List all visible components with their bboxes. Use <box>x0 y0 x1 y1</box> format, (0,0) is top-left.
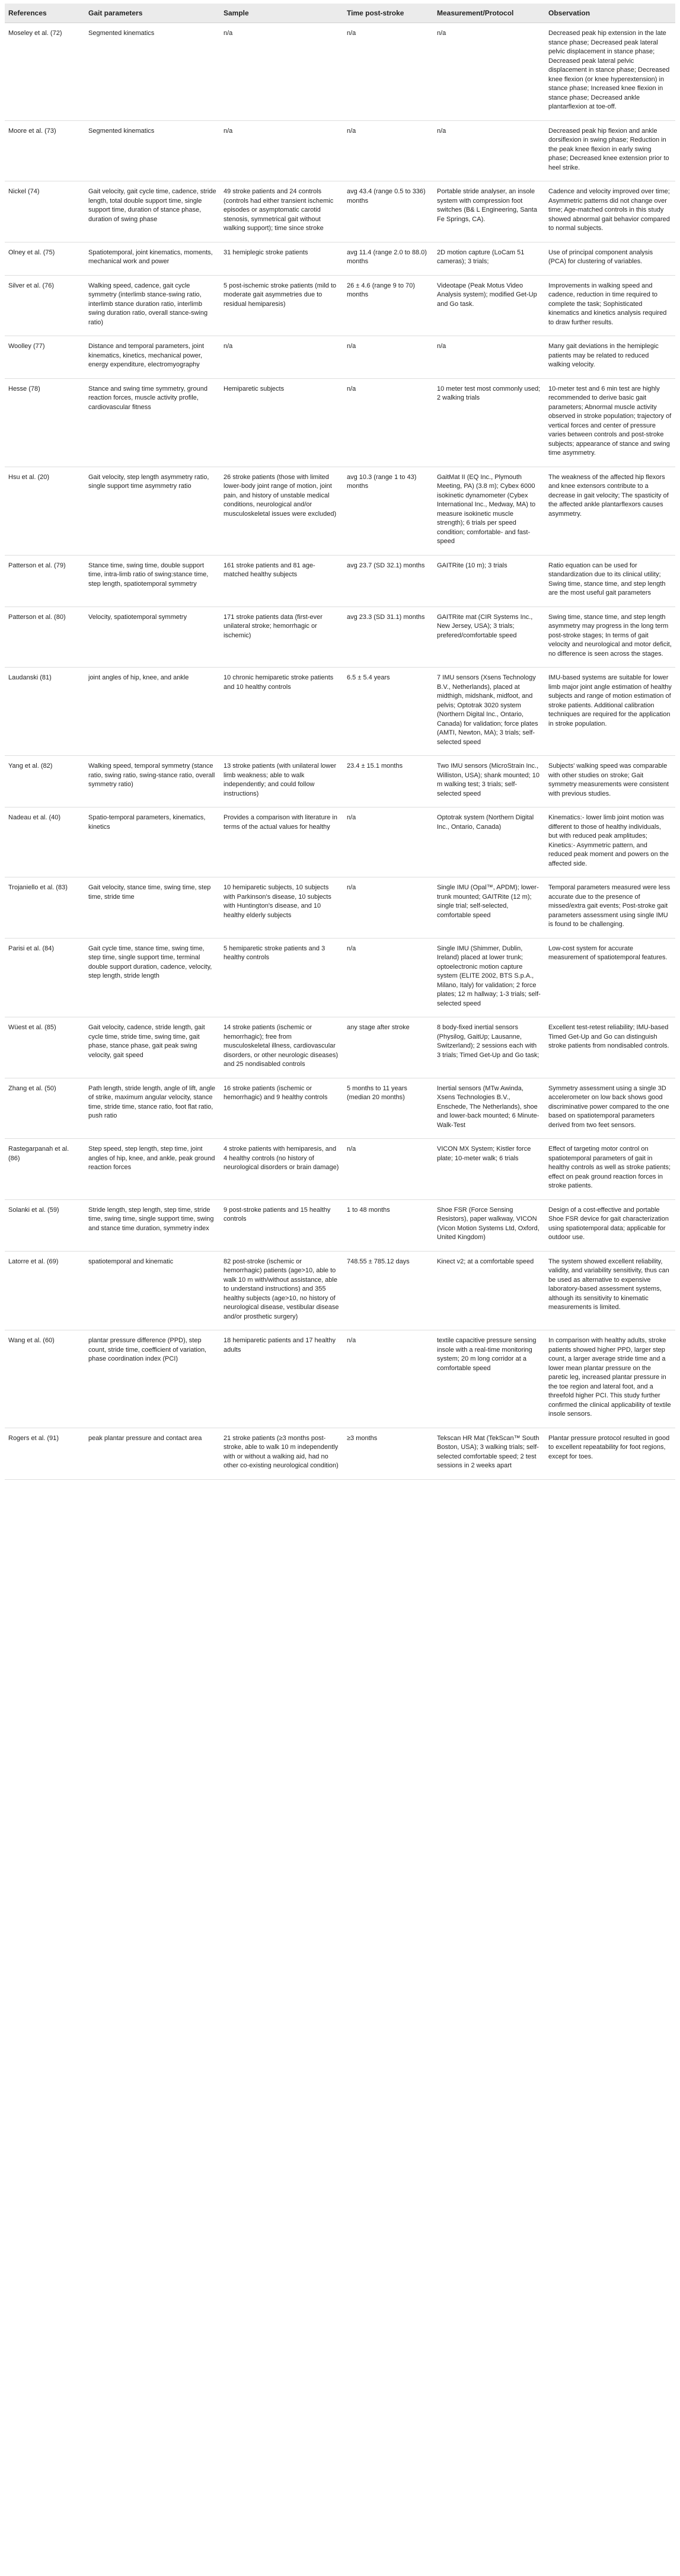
cell-gait-parameters: Distance and temporal parameters, joint kinematics, kinetics, mechanical power, energy expenditure, electromyography <box>85 336 220 379</box>
cell-gait-parameters: peak plantar pressure and contact area <box>85 1428 220 1479</box>
cell-time-post-stroke: n/a <box>343 1139 433 1200</box>
cell-sample: 13 stroke patients (with unilateral lower limb weakness; able to walk independently; and could follow instructions) <box>220 756 343 807</box>
cell-references: Trojaniello et al. (83) <box>5 877 85 939</box>
cell-references: Wang et al. (60) <box>5 1330 85 1428</box>
cell-gait-parameters: Spatio-temporal parameters, kinematics, kinetics <box>85 807 220 877</box>
cell-gait-parameters: Stance and swing time symmetry, ground reaction forces, muscle activity profile, cardiovascular fitness <box>85 378 220 467</box>
cell-time-post-stroke: n/a <box>343 807 433 877</box>
cell-sample: 49 stroke patients and 24 controls (controls had either transient ischemic episodes or asymptomatic carotid stenosis, symmetrical gait without walking support); time since stroke <box>220 181 343 242</box>
cell-time-post-stroke: 748.55 ± 785.12 days <box>343 1251 433 1330</box>
cell-observation: Ratio equation can be used for standardization due to its clinical utility; Swing time, stance time, and step length are the most useful gait parameters <box>545 555 675 607</box>
cell-measurement-protocol: Videotape (Peak Motus Video Analysis system); modified Get-Up and Go task. <box>433 275 545 336</box>
cell-time-post-stroke: ≥3 months <box>343 1428 433 1479</box>
cell-gait-parameters: plantar pressure difference (PPD), step count, stride time, coefficient of variation, phase coordination index (PCI) <box>85 1330 220 1428</box>
cell-observation: Design of a cost-effective and portable Shoe FSR device for gait characterization using spatiotemporal data; applicable for outdoor use. <box>545 1199 675 1251</box>
cell-sample: 4 stroke patients with hemiparesis, and 4 healthy controls (no history of neurological disorders or brain damage) <box>220 1139 343 1200</box>
table-row <box>5 938 675 1017</box>
cell-measurement-protocol: n/a <box>433 23 545 121</box>
cell-measurement-protocol: 2D motion capture (LoCam 51 cameras); 3 trials; <box>433 242 545 275</box>
cell-measurement-protocol: GAITRite mat (CIR Systems Inc., New Jersey, USA); 3 trials; prefered/comfortable speed <box>433 607 545 668</box>
table-row <box>5 807 675 877</box>
cell-references: Woolley (77) <box>5 336 85 379</box>
cell-gait-parameters: Velocity, spatiotemporal symmetry <box>85 607 220 668</box>
cell-measurement-protocol: Single IMU (Shimmer, Dublin, Ireland) placed at lower trunk; optoelectronic motion capture system (ELITE 2002, BTS S.p.A., Milano, Italy) for validation; 2 force plates; 12 m hallway; 1-3 trials; self-selected speed <box>433 938 545 1017</box>
cell-observation: Improvements in walking speed and cadence, reduction in time required to complete the task; Sophisticated kinematics and kinetics analysis required to draw further results. <box>545 275 675 336</box>
cell-sample: n/a <box>220 336 343 379</box>
cell-time-post-stroke: avg 23.3 (SD 31.1) months <box>343 607 433 668</box>
cell-observation: Cadence and velocity improved over time; Asymmetric patterns did not change over time; Age-matched controls in this study showed abnormal gait behavior compared to normal subjects. <box>545 181 675 242</box>
cell-sample: Provides a comparison with literature in terms of the actual values for healthy <box>220 807 343 877</box>
table-row <box>5 1199 675 1251</box>
cell-references: Solanki et al. (59) <box>5 1199 85 1251</box>
cell-references: Rogers et al. (91) <box>5 1428 85 1479</box>
cell-gait-parameters: Stance time, swing time, double support time, intra-limb ratio of swing:stance time, step length, spatiotemporal symmetry <box>85 555 220 607</box>
cell-references: Moseley et al. (72) <box>5 23 85 121</box>
table-row <box>5 1251 675 1330</box>
cell-sample: 18 hemiparetic patients and 17 healthy adults <box>220 1330 343 1428</box>
table-row <box>5 23 675 121</box>
cell-time-post-stroke: 23.4 ± 15.1 months <box>343 756 433 807</box>
cell-sample: 161 stroke patients and 81 age-matched healthy subjects <box>220 555 343 607</box>
table-row <box>5 336 675 379</box>
cell-observation: In comparison with healthy adults, stroke patients showed higher PPD, larger step count, a larger average stride time and a lower mean plantar pressure on the paretic leg, increased plantar pressure in the toe region and lateral foot, and a threefold higher PCI. This study further confirmed the clinical applicability of textile insole sensors. <box>545 1330 675 1428</box>
cell-sample: Hemiparetic subjects <box>220 378 343 467</box>
table-row <box>5 1078 675 1139</box>
cell-observation: Plantar pressure protocol resulted in good to excellent repeatability for foot regions, except for toes. <box>545 1428 675 1479</box>
cell-measurement-protocol: GAITRite (10 m); 3 trials <box>433 555 545 607</box>
cell-measurement-protocol: Optotrak system (Northern Digital Inc., Ontario, Canada) <box>433 807 545 877</box>
cell-sample: 5 hemiparetic stroke patients and 3 healthy controls <box>220 938 343 1017</box>
cell-measurement-protocol: n/a <box>433 120 545 181</box>
cell-measurement-protocol: textile capacitive pressure sensing insole with a real-time monitoring system; 20 m long corridor at a comfortable speed <box>433 1330 545 1428</box>
cell-observation: The system showed excellent reliability, validity, and variability sensitivity, thus can be used as alternative to expensive laboratory-based assessment systems, although its sensitivity to kinematic measurements is limited. <box>545 1251 675 1330</box>
cell-references: Nadeau et al. (40) <box>5 807 85 877</box>
cell-references: Wüest et al. (85) <box>5 1017 85 1078</box>
cell-measurement-protocol: Two IMU sensors (MicroStrain Inc., Williston, USA); shank mounted; 10 m walking test; 3 trials; self-selected speed <box>433 756 545 807</box>
cell-references: Rastegarpanah et al. (86) <box>5 1139 85 1200</box>
table-row <box>5 275 675 336</box>
table-row <box>5 555 675 607</box>
column-header-references: References <box>5 4 85 23</box>
cell-observation: Subjects' walking speed was comparable with other studies on stroke; Gait symmetry measurements were consistent with previous studies. <box>545 756 675 807</box>
cell-observation: Many gait deviations in the hemiplegic patients may be related to reduced walking velocity. <box>545 336 675 379</box>
cell-time-post-stroke: n/a <box>343 1330 433 1428</box>
table-row <box>5 242 675 275</box>
cell-references: Yang et al. (82) <box>5 756 85 807</box>
cell-observation: Decreased peak hip flexion and ankle dorsiflexion in swing phase; Reduction in the peak knee flexion in early swing phase; Decreased knee extension prior to heel strike. <box>545 120 675 181</box>
cell-observation: Decreased peak hip extension in the late stance phase; Decreased peak lateral pelvic displacement in stance phase; Decreased peak lateral pelvic displacement in stance phase; Decreased knee flexion (or knee hyperextension) in stance phase; Increased knee flexion in stance phase; Decreased ankle plantarflexion at toe-off. <box>545 23 675 121</box>
cell-time-post-stroke: n/a <box>343 378 433 467</box>
cell-observation: Excellent test-retest reliability; IMU-based Timed Get-Up and Go can distinguish stroke patients from nondisabled controls. <box>545 1017 675 1078</box>
column-header-measurement-protocol: Measurement/Protocol <box>433 4 545 23</box>
column-header-observation: Observation <box>545 4 675 23</box>
cell-measurement-protocol: Single IMU (Opal™, APDM); lower-trunk mounted; GAITRite (12 m); single trial; self-selected, comfortable speed <box>433 877 545 939</box>
cell-observation: Use of principal component analysis (PCA) for clustering of variables. <box>545 242 675 275</box>
cell-measurement-protocol: Kinect v2; at a comfortable speed <box>433 1251 545 1330</box>
table-row <box>5 1017 675 1078</box>
cell-gait-parameters: Walking speed, cadence, gait cycle symmetry (interlimb stance-swing ratio, interlimb stance duration ratio, interlimb swing duration ratio, overall stance-swing ratio) <box>85 275 220 336</box>
column-header-time-post-stroke: Time post-stroke <box>343 4 433 23</box>
cell-measurement-protocol: VICON MX System; Kistler force plate; 10-meter walk; 6 trials <box>433 1139 545 1200</box>
cell-measurement-protocol: Portable stride analyser, an insole system with compression foot switches (B& L Engineering, Santa Fe Springs, CA). <box>433 181 545 242</box>
cell-gait-parameters: joint angles of hip, knee, and ankle <box>85 668 220 756</box>
cell-measurement-protocol: 7 IMU sensors (Xsens Technology B.V., Netherlands), placed at midthigh, midshank, midfoot, and pelvis; Optotrak 3020 system (Northern Digital Inc., Ontario, Canada) for validation; force plates (AMTI, Newton, MA); 3 trials; self-selected speed <box>433 668 545 756</box>
cell-observation: Symmetry assessment using a single 3D accelerometer on low back shows good discriminative power compared to the one based on spatiotemporal parameters derived from two feet sensors. <box>545 1078 675 1139</box>
cell-references: Hesse (78) <box>5 378 85 467</box>
cell-observation: The weakness of the affected hip flexors and knee extensors contribute to a decrease in gait velocity; The spasticity of the affected ankle plantarflexors causes asymmetry. <box>545 467 675 555</box>
cell-references: Patterson et al. (79) <box>5 555 85 607</box>
cell-measurement-protocol: 10 meter test most commonly used; 2 walking trials <box>433 378 545 467</box>
cell-gait-parameters: Gait velocity, cadence, stride length, gait cycle time, stride time, swing time, gait phase, stance phase, gait peak swing velocity, gait speed <box>85 1017 220 1078</box>
cell-time-post-stroke: avg 11.4 (range 2.0 to 88.0) months <box>343 242 433 275</box>
cell-references: Patterson et al. (80) <box>5 607 85 668</box>
cell-measurement-protocol: Shoe FSR (Force Sensing Resistors), paper walkway, VICON (Vicon Motion Systems Ltd, Oxford, United Kingdom) <box>433 1199 545 1251</box>
cell-gait-parameters: Gait cycle time, stance time, swing time, step time, single support time, terminal double support duration, cadence, velocity, step length, stride length <box>85 938 220 1017</box>
cell-gait-parameters: spatiotemporal and kinematic <box>85 1251 220 1330</box>
cell-references: Nickel (74) <box>5 181 85 242</box>
cell-sample: 10 chronic hemiparetic stroke patients and 10 healthy controls <box>220 668 343 756</box>
cell-measurement-protocol: n/a <box>433 336 545 379</box>
table-row <box>5 1139 675 1200</box>
table-body <box>5 23 675 1480</box>
cell-time-post-stroke: n/a <box>343 120 433 181</box>
cell-observation: Temporal parameters measured were less accurate due to the presence of missed/extra gait events; Post-stroke gait parameters assessment using single IMU is found to be challenging. <box>545 877 675 939</box>
cell-gait-parameters: Walking speed, temporal symmetry (stance ratio, swing ratio, swing-stance ratio, overall symmetry ratio) <box>85 756 220 807</box>
cell-gait-parameters: Spatiotemporal, joint kinematics, moments, mechanical work and power <box>85 242 220 275</box>
header-row <box>5 4 675 23</box>
cell-sample: 5 post-ischemic stroke patients (mild to moderate gait asymmetries due to residual hemiparesis) <box>220 275 343 336</box>
cell-gait-parameters: Gait velocity, stance time, swing time, step time, stride time <box>85 877 220 939</box>
cell-measurement-protocol: GaitMat II (EQ Inc., Plymouth Meeting, PA) (3.8 m); Cybex 6000 isokinetic dynamometer (Cybex International Inc., Medway, MA) to measure isokinetic muscle strength); 6 trials per speed condition; comfortable- and fast-speed <box>433 467 545 555</box>
cell-time-post-stroke: any stage after stroke <box>343 1017 433 1078</box>
cell-time-post-stroke: n/a <box>343 336 433 379</box>
cell-sample: 21 stroke patients (≥3 months post-stroke, able to walk 10 m independently with or without a walking aid, had no other co-existing neurological condition) <box>220 1428 343 1479</box>
cell-references: Latorre et al. (69) <box>5 1251 85 1330</box>
cell-gait-parameters: Segmented kinematics <box>85 23 220 121</box>
cell-time-post-stroke: avg 43.4 (range 0.5 to 336) months <box>343 181 433 242</box>
cell-time-post-stroke: n/a <box>343 877 433 939</box>
cell-time-post-stroke: n/a <box>343 23 433 121</box>
cell-sample: 10 hemiparetic subjects, 10 subjects with Parkinson's disease, 10 subjects with Huntington's disease, and 10 healthy elderly subjects <box>220 877 343 939</box>
table-row <box>5 181 675 242</box>
cell-measurement-protocol: Inertial sensors (MTw Awinda, Xsens Technologies B.V., Enschede, The Netherlands), shoe and lower-back mounted; 6 Minute-Walk-Test <box>433 1078 545 1139</box>
cell-sample: 171 stroke patients data (first-ever unilateral stroke; hemorrhagic or ischemic) <box>220 607 343 668</box>
cell-references: Moore et al. (73) <box>5 120 85 181</box>
cell-time-post-stroke: 5 months to 11 years (median 20 months) <box>343 1078 433 1139</box>
table-row <box>5 120 675 181</box>
cell-time-post-stroke: avg 23.7 (SD 32.1) months <box>343 555 433 607</box>
cell-time-post-stroke: 26 ± 4.6 (range 9 to 70) months <box>343 275 433 336</box>
cell-references: Laudanski (81) <box>5 668 85 756</box>
cell-gait-parameters: Stride length, step length, step time, stride time, swing time, single support time, swing and stance time duration, symmetry index <box>85 1199 220 1251</box>
table-row <box>5 877 675 939</box>
cell-sample: 14 stroke patients (ischemic or hemorrhagic); free from musculoskeletal illness, cardiovascular disorders, or other neurologic diseases) and 25 nondisabled controls <box>220 1017 343 1078</box>
cell-sample: 9 post-stroke patients and 15 healthy controls <box>220 1199 343 1251</box>
cell-time-post-stroke: 1 to 48 months <box>343 1199 433 1251</box>
table-row <box>5 668 675 756</box>
cell-observation: Effect of targeting motor control on spatiotemporal parameters of gait in healthy controls as well as stroke patients; effect on peak ground reaction forces in stroke patients. <box>545 1139 675 1200</box>
cell-references: Parisi et al. (84) <box>5 938 85 1017</box>
cell-references: Silver et al. (76) <box>5 275 85 336</box>
cell-measurement-protocol: Tekscan HR Mat (TekScan™ South Boston, USA); 3 walking trials; self-selected comfortable speed; 2 test sessions in 2 weeks apart <box>433 1428 545 1479</box>
cell-time-post-stroke: n/a <box>343 938 433 1017</box>
cell-time-post-stroke: 6.5 ± 5.4 years <box>343 668 433 756</box>
cell-sample: 82 post-stroke (ischemic or hemorrhagic) patients (age>10, able to walk 10 m with/without assistance, able to understand instructions) and 355 healthy subjects (age>10, no history of neurological disease, vestibular disease and/or prosthetic surgery) <box>220 1251 343 1330</box>
cell-sample: n/a <box>220 23 343 121</box>
gait-parameters-table <box>5 4 675 1480</box>
cell-sample: n/a <box>220 120 343 181</box>
cell-gait-parameters: Gait velocity, step length asymmetry ratio, single support time asymmetry ratio <box>85 467 220 555</box>
cell-gait-parameters: Segmented kinematics <box>85 120 220 181</box>
table-row <box>5 607 675 668</box>
cell-references: Zhang et al. (50) <box>5 1078 85 1139</box>
table-header <box>5 4 675 23</box>
cell-references: Hsu et al. (20) <box>5 467 85 555</box>
cell-gait-parameters: Path length, stride length, angle of lift, angle of strike, maximum angular velocity, stance time, stride time, stance ratio, foot flat ratio, push ratio <box>85 1078 220 1139</box>
cell-measurement-protocol: 8 body-fixed inertial sensors (Physilog, GaitUp; Lausanne, Switzerland); 2 sessions each with 3 trials; Timed Get-Up and Go task; <box>433 1017 545 1078</box>
cell-observation: Swing time, stance time, and step length asymmetry may progress in the long term post-stroke stages; In terms of gait velocity and neurological and motor deficit, no difference is seen across the stages. <box>545 607 675 668</box>
cell-observation: Kinematics:- lower limb joint motion was different to those of healthy individuals, but with reduced peak amplitudes; Kinetics:- Asymmetric pattern, and reduced peak moment and powers on the affected side. <box>545 807 675 877</box>
cell-time-post-stroke: avg 10.3 (range 1 to 43) months <box>343 467 433 555</box>
table-row <box>5 1330 675 1428</box>
cell-observation: 10-meter test and 6 min test are highly recommended to derive basic gait parameters; Abnormal muscle activity observed in stroke population; trajectory of vertical forces and center of pressure varies between controls and post-stroke subjects; appearance of stance and swing time asymmetry. <box>545 378 675 467</box>
cell-observation: Low-cost system for accurate measurement of spatiotemporal features. <box>545 938 675 1017</box>
table-row <box>5 467 675 555</box>
cell-gait-parameters: Step speed, step length, step time, joint angles of hip, knee, and ankle, peak ground reaction forces <box>85 1139 220 1200</box>
cell-sample: 26 stroke patients (those with limited lower-body joint range of motion, joint pain, and history of unstable medical conditions, neurological and/or musculoskeletal issues were excluded) <box>220 467 343 555</box>
cell-observation: IMU-based systems are suitable for lower limb major joint angle estimation of healthy subjects and range of motion estimation of stroke patients. Additional calibration techniques are required for the application in stroke population. <box>545 668 675 756</box>
column-header-sample: Sample <box>220 4 343 23</box>
table-row <box>5 378 675 467</box>
cell-sample: 31 hemiplegic stroke patients <box>220 242 343 275</box>
cell-sample: 16 stroke patients (ischemic or hemorrhagic) and 9 healthy controls <box>220 1078 343 1139</box>
cell-gait-parameters: Gait velocity, gait cycle time, cadence, stride length, total double support time, single support time, duration of stance phase, duration of swing phase <box>85 181 220 242</box>
table-row <box>5 756 675 807</box>
cell-references: Olney et al. (75) <box>5 242 85 275</box>
table-row <box>5 1428 675 1479</box>
column-header-gait-parameters: Gait parameters <box>85 4 220 23</box>
